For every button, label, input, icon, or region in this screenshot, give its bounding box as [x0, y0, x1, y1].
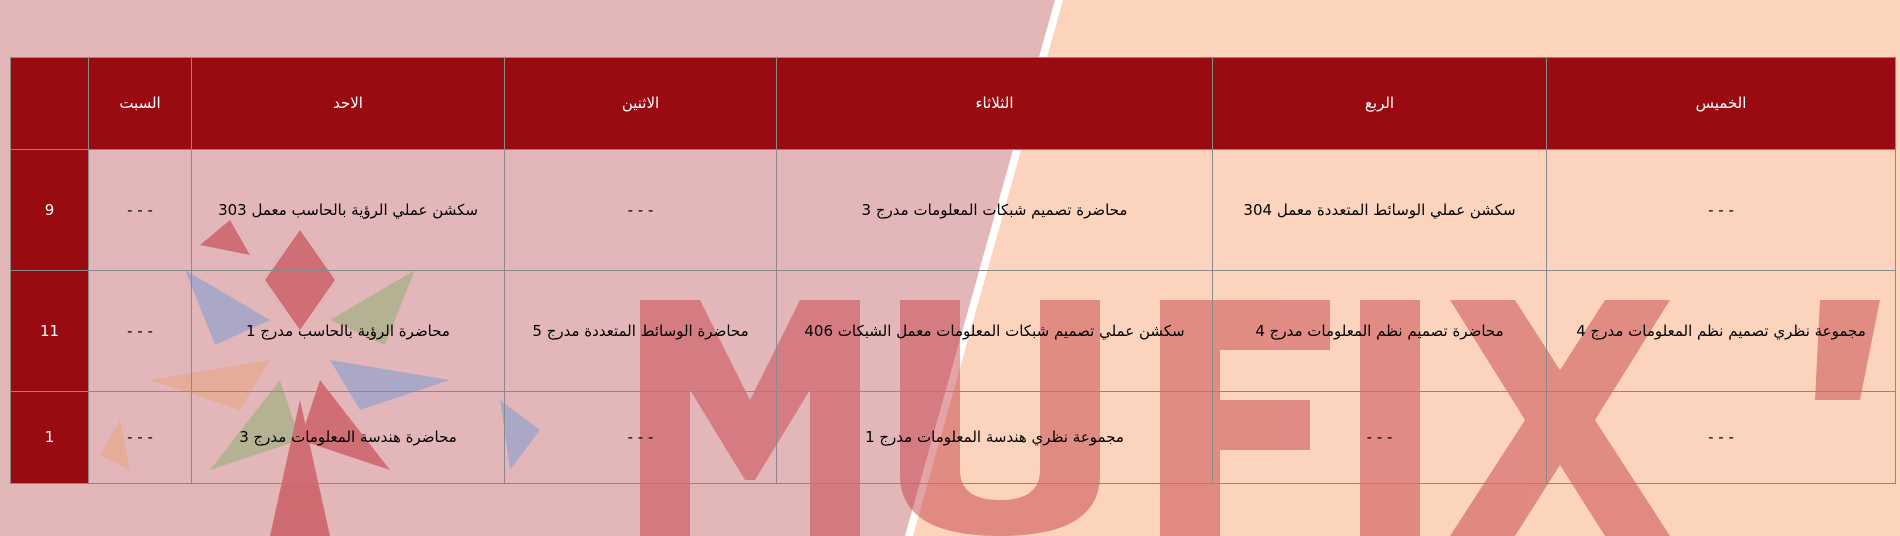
table-cell: - - -	[505, 392, 777, 484]
table-cell: محاضرة تصميم شبكات المعلومات مدرج 3	[777, 150, 1213, 271]
day-header-thursday: الخميس	[1547, 58, 1896, 150]
table-cell: - - -	[89, 271, 192, 392]
header-row	[11, 58, 1896, 150]
table-cell: سكشن عملي تصميم شبكات المعلومات معمل الشبكات 406	[777, 271, 1213, 392]
table-row	[11, 150, 1896, 271]
table-cell: - - -	[1547, 150, 1896, 271]
table-cell: سكشن عملي الوسائط المتعددة معمل 304	[1213, 150, 1547, 271]
day-header-tuesday: الثلاثاء	[777, 58, 1213, 150]
table-row	[11, 271, 1896, 392]
table-cell: - - -	[505, 150, 777, 271]
day-header-wednesday: الربع	[1213, 58, 1547, 150]
table-cell: مجموعة نظري تصميم نظم المعلومات مدرج 4	[1547, 271, 1896, 392]
table-row	[11, 392, 1896, 484]
table-cell: - - -	[89, 392, 192, 484]
period-cell: 11	[11, 271, 89, 392]
corner-header	[11, 58, 89, 150]
table-cell: - - -	[89, 150, 192, 271]
day-header-monday: الاثنين	[505, 58, 777, 150]
table-cell: - - -	[1547, 392, 1896, 484]
table-cell: محاضرة الرؤية بالحاسب مدرج 1	[192, 271, 505, 392]
period-cell: 9	[11, 150, 89, 271]
day-header-sunday: الاحد	[192, 58, 505, 150]
schedule-table	[10, 57, 1896, 484]
table-cell: مجموعة نظري هندسة المعلومات مدرج 1	[777, 392, 1213, 484]
table-cell: محاضرة الوسائط المتعددة مدرج 5	[505, 271, 777, 392]
day-header-saturday: السبت	[89, 58, 192, 150]
period-cell: 1	[11, 392, 89, 484]
table-cell: - - -	[1213, 392, 1547, 484]
table-cell: محاضرة هندسة المعلومات مدرج 3	[192, 392, 505, 484]
table-cell: محاضرة تصميم نظم المعلومات مدرج 4	[1213, 271, 1547, 392]
table-cell: سكشن عملي الرؤية بالحاسب معمل 303	[192, 150, 505, 271]
